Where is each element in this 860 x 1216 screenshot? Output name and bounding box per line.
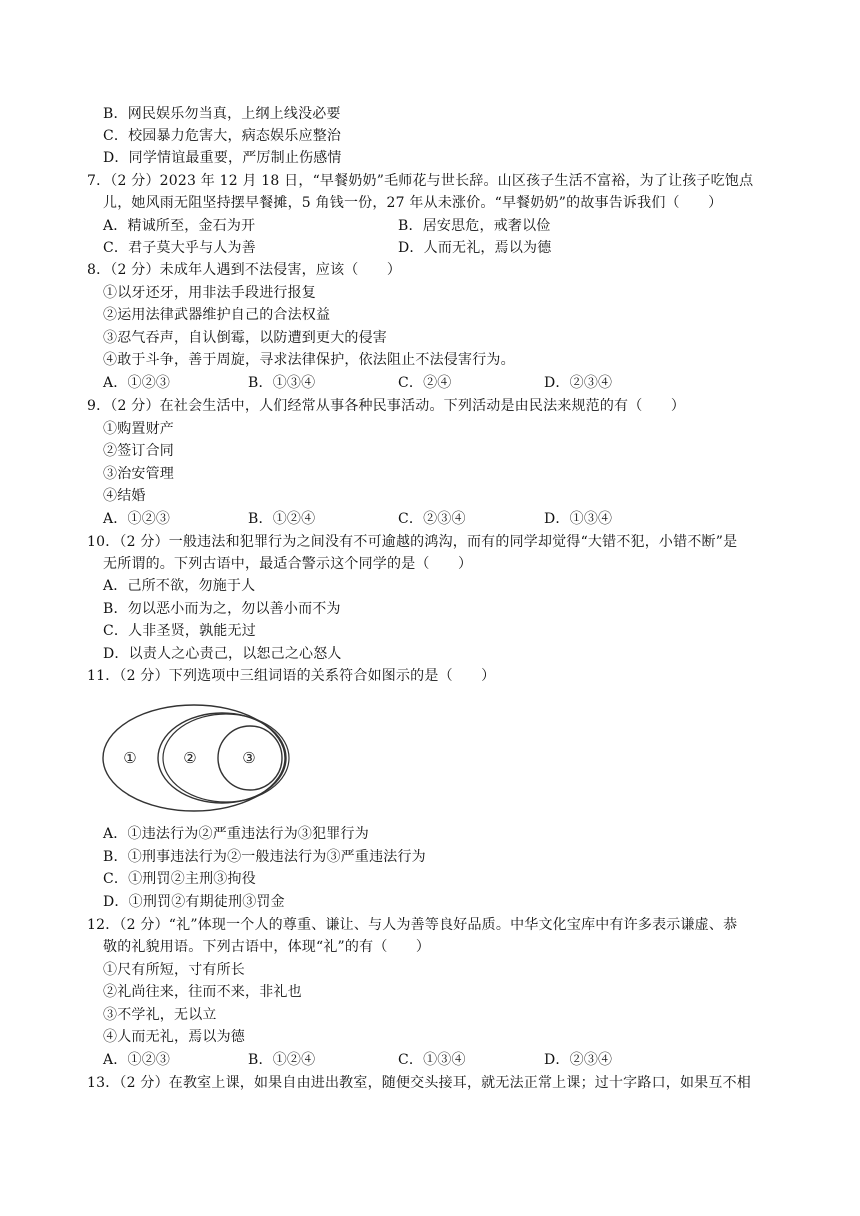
q11-option-d: D．①刑罚②有期徒刑③罚金 xyxy=(103,894,285,910)
q9-statement-3: ③治安管理 xyxy=(103,466,174,482)
q12-option-a: A．①②③ xyxy=(103,1052,171,1068)
q8-stem: 8．（2 分）未成年人遇到不法侵害，应该（ ） xyxy=(87,262,402,278)
q13-stem-line1: 13．（2 分）在教室上课，如果自由进出教室，随便交头接耳，就无法正常上课；过十字路口，如果互不相 xyxy=(87,1075,751,1091)
q9-statement-1: ①购置财产 xyxy=(103,421,174,437)
q6-option-d: D．同学情谊最重要，严厉制止伤感情 xyxy=(103,150,342,166)
q12-statement-1: ①尺有所短，寸有所长 xyxy=(103,962,245,978)
q9-statement-4: ④结婚 xyxy=(103,488,146,504)
q8-option-b: B．①③④ xyxy=(248,375,316,391)
q12-option-b: B．①②④ xyxy=(248,1052,316,1068)
diagram-label-2: ② xyxy=(183,749,197,767)
q9-option-a: A．①②③ xyxy=(103,511,171,527)
q9-option-c: C．②③④ xyxy=(398,511,466,527)
middle-ellipse xyxy=(158,713,286,803)
q12-stem-line1: 12．（2 分）“礼”体现一个人的尊重、谦让、与人为善等良好品质。中华文化宝库中有许多表示谦虚、恭 xyxy=(87,917,738,933)
q9-statement-2: ②签订合同 xyxy=(103,443,174,459)
q8-statement-3: ③忍气吞声，自认倒霉，以防遭到更大的侵害 xyxy=(103,330,387,346)
q9-option-d: D．①③④ xyxy=(544,511,613,527)
q7-stem-line2: 儿，她风雨无阻坚持摆早餐摊，5 角钱一份，27 年从未涨价。“早餐奶奶”的故事告诉我们（ ） xyxy=(103,195,723,211)
q10-option-a: A．己所不欲，勿施于人 xyxy=(103,578,256,594)
q12-stem-line2: 敬的礼貌用语。下列古语中，体现“礼”的有（ ） xyxy=(103,939,431,955)
q7-option-a: A．精诚所至，金石为开 xyxy=(103,218,256,234)
q8-statement-4: ④敢于斗争，善于周旋，寻求法律保护，依法阻止不法侵害行为。 xyxy=(103,352,515,368)
nested-ellipses-diagram xyxy=(100,701,292,815)
q12-option-d: D．②③④ xyxy=(544,1052,613,1068)
q12-statement-4: ④人而无礼，焉以为德 xyxy=(103,1029,245,1045)
q10-stem-line1: 10．（2 分）一般违法和犯罪行为之间没有不可逾越的鸿沟，而有的同学却觉得“大错不犯，小错不断”是 xyxy=(87,534,738,550)
q10-option-c: C．人非圣贤，孰能无过 xyxy=(103,623,256,639)
q10-stem-line2: 无所谓的。下列古语中，最适合警示这个同学的是（ ） xyxy=(103,556,473,572)
diagram-label-1: ① xyxy=(123,749,137,767)
q10-option-b: B．勿以恶小而为之，勿以善小而不为 xyxy=(103,601,341,617)
middle-ellipse-inner-stroke xyxy=(163,714,289,802)
q11-option-a: A．①违法行为②严重违法行为③犯罪行为 xyxy=(103,826,369,842)
q12-statement-3: ③不学礼，无以立 xyxy=(103,1007,217,1023)
q12-option-c: C．①③④ xyxy=(398,1052,466,1068)
q6-option-b: B．网民娱乐勿当真，上纲上线没必要 xyxy=(103,106,341,122)
q8-option-a: A．①②③ xyxy=(103,375,171,391)
q6-option-c: C．校园暴力危害大，病态娱乐应整治 xyxy=(103,128,342,144)
q8-option-c: C．②④ xyxy=(398,375,452,391)
q7-option-c: C．君子莫大乎与人为善 xyxy=(103,240,256,256)
q10-option-d: D．以责人之心责己，以恕己之心怒人 xyxy=(103,646,342,662)
q11-option-c: C．①刑罚②主刑③拘役 xyxy=(103,871,256,887)
q11-option-b: B．①刑事违法行为②一般违法行为③严重违法行为 xyxy=(103,849,426,865)
q11-stem: 11．（2 分）下列选项中三组词语的关系符合如图示的是（ ） xyxy=(87,668,496,684)
diagram-label-3: ③ xyxy=(242,749,256,767)
q7-stem-line1: 7．（2 分）2023 年 12 月 18 日，“早餐奶奶”毛师花与世长辞。山区孩子生活不富裕，为了让孩子吃饱点 xyxy=(87,173,754,189)
q12-statement-2: ②礼尚往来，往而不来，非礼也 xyxy=(103,984,302,1000)
q7-option-b: B．居安思危，戒奢以俭 xyxy=(398,218,551,234)
q8-statement-1: ①以牙还牙，用非法手段进行报复 xyxy=(103,285,316,301)
q7-option-d: D．人而无礼，焉以为德 xyxy=(398,240,552,256)
q9-option-b: B．①②④ xyxy=(248,511,316,527)
q8-statement-2: ②运用法律武器维护自己的合法权益 xyxy=(103,307,331,323)
q9-stem: 9．（2 分）在社会生活中，人们经常从事各种民事活动。下列活动是由民法来规范的有（ ） xyxy=(87,398,686,414)
q8-option-d: D．②③④ xyxy=(544,375,613,391)
